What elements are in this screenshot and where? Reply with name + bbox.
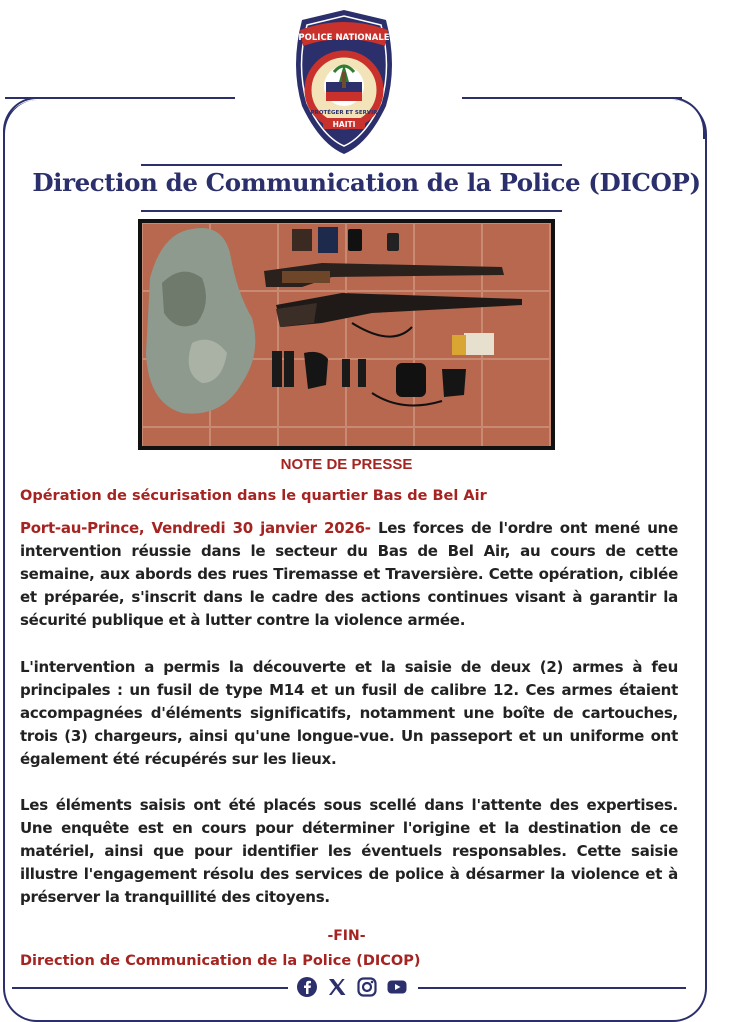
x-icon[interactable] bbox=[326, 976, 348, 998]
page-title: Direction de Communication de la Police (DICOP) bbox=[32, 168, 701, 197]
paragraph-1 bbox=[20, 517, 678, 632]
social-icons bbox=[296, 976, 408, 998]
footer-rule-left bbox=[12, 987, 288, 989]
svg-text:POLICE NATIONALE: POLICE NATIONALE bbox=[298, 33, 390, 43]
youtube-icon[interactable] bbox=[386, 976, 408, 998]
facebook-icon[interactable] bbox=[296, 976, 318, 998]
svg-text:HAITI: HAITI bbox=[332, 120, 356, 129]
title-rule-bottom bbox=[141, 210, 562, 212]
paragraph-2: L'intervention a permis la découverte et la saisie de deux (2) armes à feu principales : un fusil de type M14 et un fusil de calibre 12. Ces armes étaient accompagnées d'éléments significatifs, notamment une boîte de cartouches, trois (3) chargeurs, ainsi qu'une longue-vue. Un passeport et un uniforme ont également été récupérés sur les lieux. bbox=[20, 658, 678, 768]
paragraph-1-text: Les forces de l'ordre ont mené une intervention réussie dans le secteur du Bas de Bel Air, au cours de cette semaine, aux abords des rues Tiremasse et Traversière. Cette opération, ciblée et préparée, s'inscrit dans le cadre des actions continues visant à garantir la sécurité publique et à lutter contre la violence armée. bbox=[20, 519, 679, 629]
press-subject: Opération de sécurisation dans le quartier Bas de Bel Air bbox=[20, 488, 487, 504]
footer-rule-right bbox=[418, 987, 686, 989]
seized-items-photo bbox=[138, 219, 555, 450]
dateline: Port-au-Prince, Vendredi 30 janvier 2026- bbox=[20, 519, 371, 537]
signoff: Direction de Communication de la Police (DICOP) bbox=[20, 953, 421, 969]
instagram-icon[interactable] bbox=[356, 976, 378, 998]
fin-marker: -FIN- bbox=[327, 928, 366, 944]
paragraph-3: Les éléments saisis ont été placés sous scellé dans l'attente des expertises. Une enquête est en cours pour déterminer l'origine et la destination de ce matériel, ainsi que pour identifier les éventuels responsables. Cette saisie illustre l'engagement résolu des services de police à désarmer la violence et à préserver la tranquillité des citoyens. bbox=[20, 796, 678, 906]
police-badge-logo bbox=[286, 6, 402, 156]
press-note-heading: NOTE DE PRESSE bbox=[280, 456, 413, 473]
frame-corner-left bbox=[3, 97, 235, 139]
title-rule-top bbox=[141, 164, 562, 166]
frame-corner-right bbox=[462, 97, 705, 139]
svg-text:PROTÉGER ET SERVIR: PROTÉGER ET SERVIR bbox=[310, 110, 378, 116]
